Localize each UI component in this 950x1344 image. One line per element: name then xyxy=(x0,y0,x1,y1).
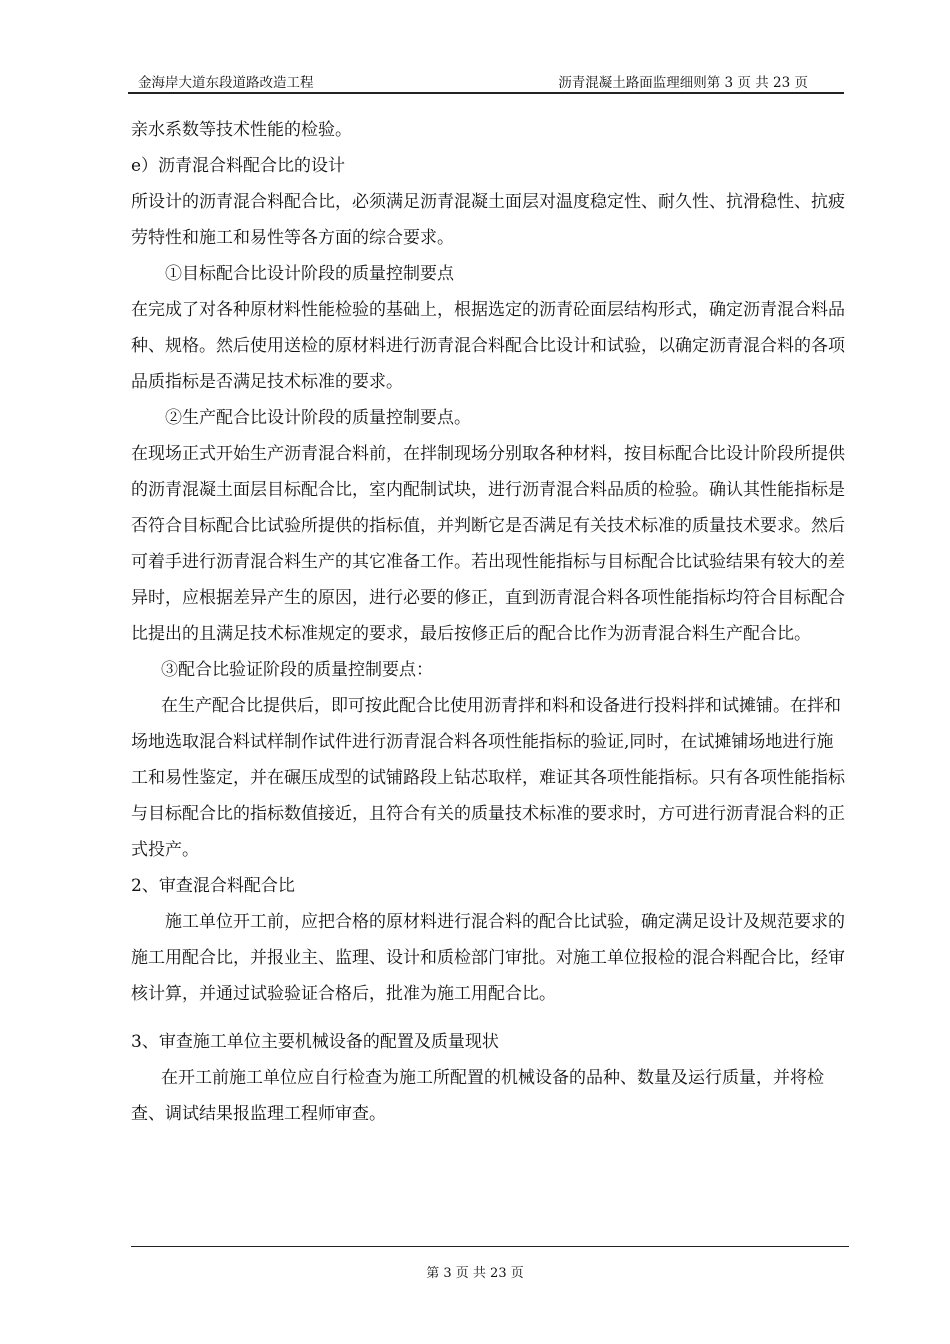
subheading-verification: ③配合比验证阶段的质量控制要点： xyxy=(161,660,433,680)
paragraph-target-mix: 在完成了对各种原材料性能检验的基础上，根据选定的沥青砼面层结构形式，确定沥青混合料品种、规格。然后使用送检的原材料进行沥青混合料配合比设计和试验，以确定沥青混合料的各项品质指标是否满足技术标准的要求。 xyxy=(131,300,845,392)
section-heading-2: 2、审查混合料配合比 xyxy=(131,876,295,896)
document-body xyxy=(131,112,845,1132)
subheading-target-mix: ①目标配合比设计阶段的质量控制要点 xyxy=(165,264,454,284)
paragraph-gap xyxy=(131,1012,845,1024)
paragraph-verification: 在生产配合比提供后，即可按此配合比使用沥青拌和料和设备进行投料拌和试摊铺。在拌和场地选取混合料试样制作试件进行沥青混合料各项性能指标的验证,同时，在试摊铺场地进行施工和易性鉴定，并在碾压成型的试铺路段上钻芯取样，难证其各项性能指标。只有各项性能指标与目标配合比的指标数值接近，且符合有关的质量技术标准的要求时，方可进行沥青混合料的正式投产。 xyxy=(131,696,845,860)
header-project-title: 金海岸大道东段道路改造工程 xyxy=(138,75,314,91)
paragraph-continuation: 亲水系数等技术性能的检验。 xyxy=(131,120,352,140)
page-number: 第 3 页 共 23 页 xyxy=(426,1266,524,1281)
paragraph-equipment: 在开工前施工单位应自行检查为施工所配置的机械设备的品种、数量及运行质量，并将检查、调试结果报监理工程师审查。 xyxy=(131,1068,824,1124)
paragraph-mix-review: 施工单位开工前，应把合格的原材料进行混合料的配合比试验，确定满足设计及规范要求的施工用配合比，并报业主、监理、设计和质检部门审批。对施工单位报检的混合料配合比，经审核计算，并通过试验验证合格后，批准为施工用配合比。 xyxy=(131,912,845,1004)
paragraph-mix-design-intro: 所设计的沥青混合料配合比，必须满足沥青混凝土面层对温度稳定性、耐久性、抗滑稳性、抗疲劳特性和施工和易性等各方面的综合要求。 xyxy=(131,192,845,248)
paragraph-production-mix: 在现场正式开始生产沥青混合料前，在拌制现场分别取各种材料，按目标配合比设计阶段所提供的沥青混凝土面层目标配合比，室内配制试块，进行沥青混合料品质的检验。确认其性能指标是否符合目标配合比试验所提供的指标值，并判断它是否满足有关技术标准的质量技术要求。然后可着手进行沥青混合料生产的其它准备工作。若出现性能指标与目标配合比试验结果有较大的差异时，应根据差异产生的原因，进行必要的修正，直到沥青混合料各项性能指标均符合目标配合比提出的且满足技术标准规定的要求，最后按修正后的配合比作为沥青混合料生产配合比。 xyxy=(131,444,845,644)
header-document-title: 沥青混凝土路面监理细则第 3 页 共 23 页 xyxy=(558,75,808,91)
page-header xyxy=(128,64,844,94)
section-heading-e: e）沥青混合料配合比的设计 xyxy=(131,156,346,176)
footer-divider xyxy=(131,1246,849,1247)
subheading-production-mix: ②生产配合比设计阶段的质量控制要点。 xyxy=(165,408,471,428)
section-heading-3: 3、审查施工单位主要机械设备的配置及质量现状 xyxy=(131,1032,499,1052)
